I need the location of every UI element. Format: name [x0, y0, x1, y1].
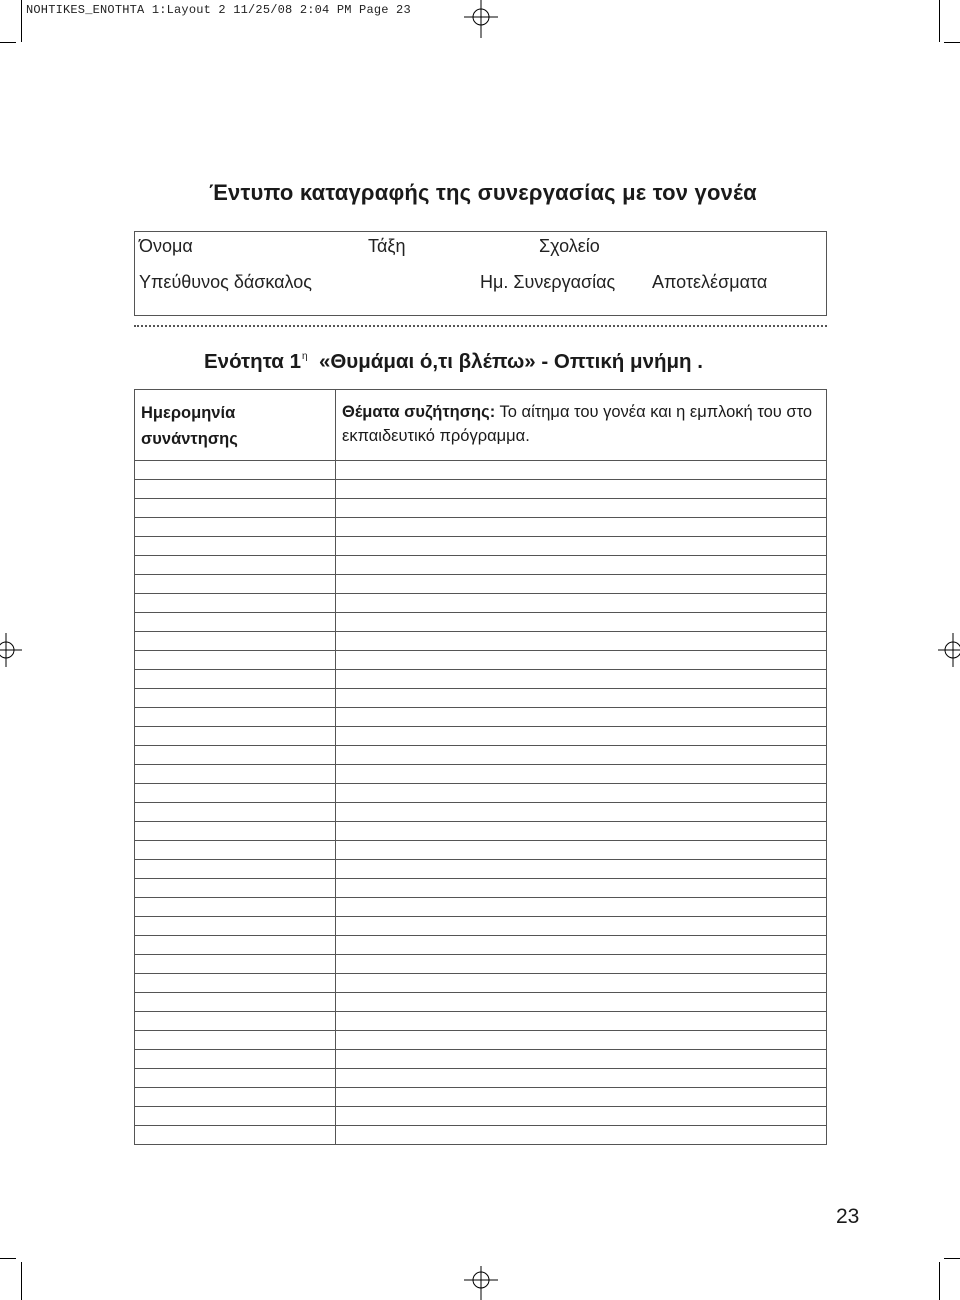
meeting-table — [134, 389, 827, 1145]
class-label: Τάξη — [368, 236, 406, 256]
table-row-line — [135, 973, 826, 974]
table-row-line — [135, 574, 826, 575]
table-row-line — [135, 612, 826, 613]
unit-heading — [204, 350, 703, 374]
crop-mark — [944, 1258, 960, 1259]
table-row-line — [135, 1030, 826, 1031]
date-label: Ημ. Συνεργασίας — [480, 272, 616, 292]
unit-title: «Θυμάμαι ό,τι βλέπω» - Οπτική μνήμη . — [318, 350, 703, 373]
registration-mark-left — [0, 633, 22, 667]
crop-mark — [0, 1258, 16, 1259]
print-slug: NOHTIKES_ENOTHTA 1:Layout 2 11/25/08 2:04 PM Page 23 — [26, 3, 411, 17]
table-row-line — [135, 650, 826, 651]
registration-mark-bottom — [464, 1266, 498, 1300]
table-row-line — [135, 726, 826, 727]
crop-mark — [21, 0, 22, 42]
info-box — [134, 231, 827, 316]
table-row-line — [135, 1087, 826, 1088]
table-row-line — [135, 840, 826, 841]
topics-header-bold: Θέματα συζήτησης: — [342, 403, 496, 421]
table-row-line — [135, 897, 826, 898]
table-row-line — [135, 707, 826, 708]
topics-column-header — [342, 400, 824, 448]
teacher-label: Υπεύθυνος δάσκαλος — [139, 272, 312, 292]
results-label: Αποτελέσματα — [652, 272, 768, 292]
table-row-line — [135, 1106, 826, 1107]
table-row-line — [135, 688, 826, 689]
crop-mark — [21, 1262, 22, 1300]
table-row-line — [135, 460, 826, 461]
crop-mark — [944, 42, 960, 43]
table-row-line — [135, 935, 826, 936]
table-row-line — [135, 1125, 826, 1126]
name-label: Όνομα — [139, 236, 193, 256]
table-row-line — [135, 992, 826, 993]
crop-mark — [939, 1262, 940, 1300]
table-row-line — [135, 859, 826, 860]
registration-mark-top — [464, 0, 498, 38]
table-row-line — [135, 631, 826, 632]
table-row-line — [135, 783, 826, 784]
table-row-line — [135, 802, 826, 803]
unit-superscript: η — [301, 351, 308, 362]
date-column-header — [141, 400, 331, 452]
table-row-line — [135, 1049, 826, 1050]
table-row-line — [135, 1068, 826, 1069]
school-label: Σχολείο — [539, 236, 600, 256]
table-row-line — [135, 536, 826, 537]
crop-mark — [939, 0, 940, 42]
table-row-line — [135, 954, 826, 955]
page-number: 23 — [836, 1205, 860, 1228]
table-row-line — [135, 1011, 826, 1012]
table-row-line — [135, 517, 826, 518]
crop-mark — [0, 42, 16, 43]
date-header-line2: συνάντησης — [141, 430, 238, 448]
table-row-line — [135, 764, 826, 765]
table-row-line — [135, 878, 826, 879]
table-row-line — [135, 593, 826, 594]
table-row-line — [135, 555, 826, 556]
table-row-line — [135, 498, 826, 499]
date-header-line1: Ημερομηνία — [141, 404, 236, 422]
topics-header-text: Το αίτημα του γονέα και η εμπλοκή του στο εκπαιδευτικό πρόγραμμα. — [342, 403, 813, 445]
table-row-line — [135, 745, 826, 746]
unit-prefix: Ενότητα 1 — [204, 350, 301, 373]
table-row-line — [135, 821, 826, 822]
registration-mark-right — [938, 633, 960, 667]
table-row-line — [135, 916, 826, 917]
table-row-line — [135, 669, 826, 670]
dotted-separator — [134, 325, 827, 327]
table-row-line — [135, 479, 826, 480]
form-title: Έντυπο καταγραφής της συνεργασίας με τον γονέα — [209, 180, 757, 205]
